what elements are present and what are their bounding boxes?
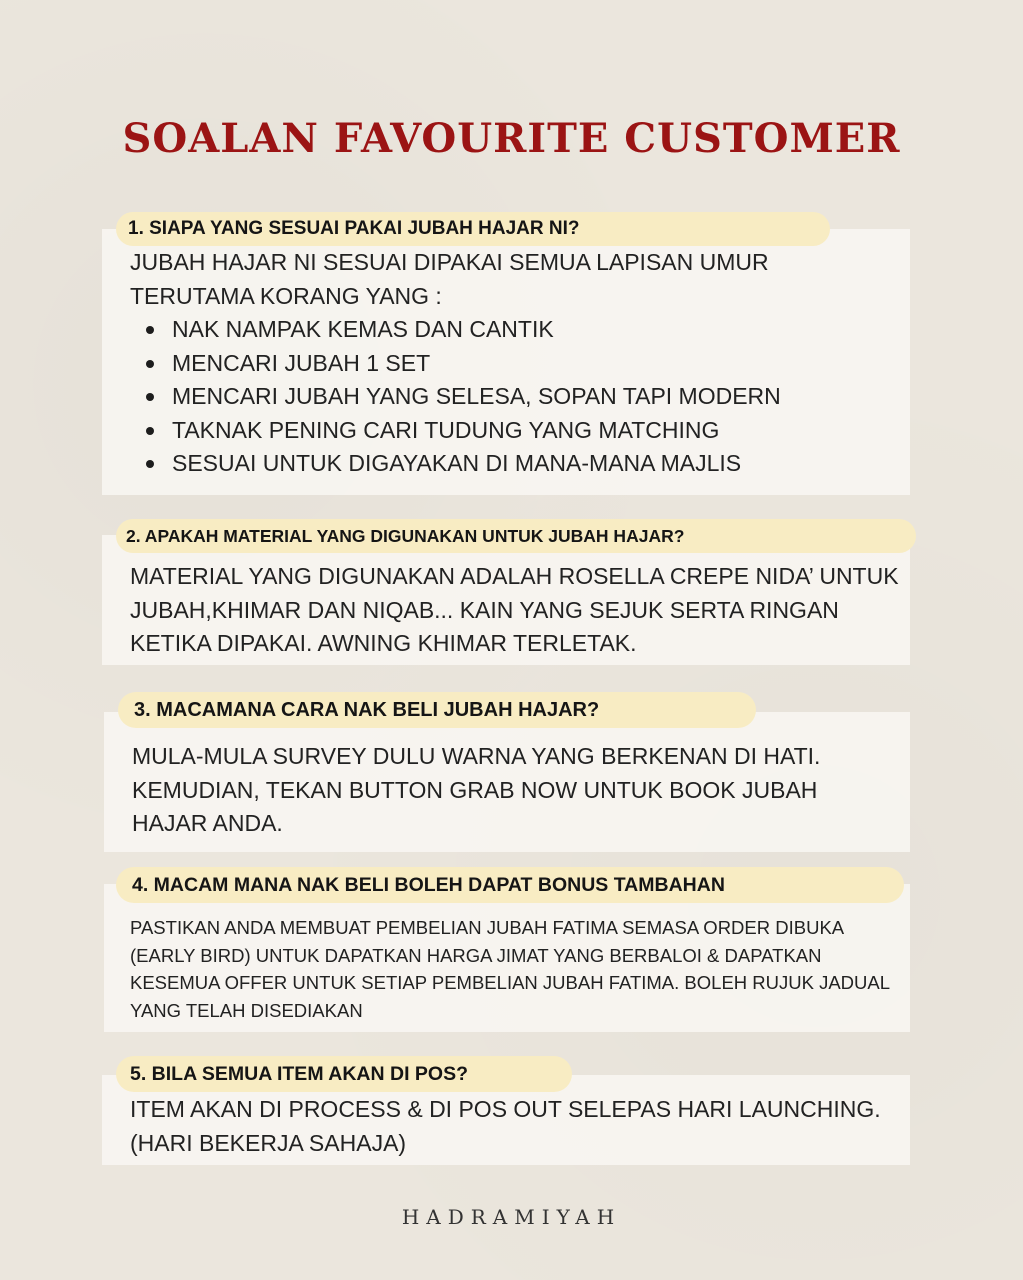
- page-title: SOALAN FAVOURITE CUSTOMER: [122, 115, 901, 162]
- answer-line: JUBAH HAJAR NI SESUAI DIPAKAI SEMUA LAPISAN UMUR: [130, 249, 769, 275]
- faq-question-1: 1. SIAPA YANG SESUAI PAKAI JUBAH HAJAR NI?: [116, 212, 830, 246]
- list-item: TAKNAK PENING CARI TUDUNG YANG MATCHING: [130, 414, 781, 448]
- answer-line: KETIKA DIPAKAI. AWNING KHIMAR TERLETAK.: [130, 630, 637, 656]
- faq-question-4: 4. MACAM MANA NAK BELI BOLEH DAPAT BONUS TAMBAHAN: [116, 867, 904, 903]
- faq-answer-1: [130, 246, 781, 481]
- faq-answer-3: [132, 740, 820, 841]
- brand-logo-text: HADRAMIYAH: [401, 1205, 622, 1229]
- faq-question-5: 5. BILA SEMUA ITEM AKAN DI POS?: [116, 1056, 572, 1092]
- answer-line: HAJAR ANDA.: [132, 810, 283, 836]
- answer-line: JUBAH,KHIMAR DAN NIQAB... KAIN YANG SEJUK SERTA RINGAN: [130, 596, 839, 623]
- answer-line: YANG TELAH DISEDIAKAN: [130, 999, 363, 1021]
- faq-answer-2: [130, 560, 899, 661]
- faq-question-2: 2. APAKAH MATERIAL YANG DIGUNAKAN UNTUK JUBAH HAJAR?: [116, 519, 916, 553]
- answer-line: MATERIAL YANG DIGUNAKAN ADALAH ROSELLA CREPE NIDA’ UNTUK: [130, 563, 899, 589]
- answer-line: (EARLY BIRD) UNTUK DAPATKAN HARGA JIMAT YANG BERBALOI & DAPATKAN: [130, 944, 822, 966]
- answer-line: MULA-MULA SURVEY DULU WARNA YANG BERKENAN DI HATI.: [132, 743, 821, 769]
- faq-answer-4: [130, 914, 890, 1024]
- answer-line: PASTIKAN ANDA MEMBUAT PEMBELIAN JUBAH FATIMA SEMASA ORDER DIBUKA: [130, 917, 845, 938]
- list-item: MENCARI JUBAH 1 SET: [130, 347, 781, 381]
- answer-line: (HARI BEKERJA SAHAJA): [130, 1129, 407, 1156]
- faq-question-3: 3. MACAMANA CARA NAK BELI JUBAH HAJAR?: [118, 692, 756, 728]
- list-item: MENCARI JUBAH YANG SELESA, SOPAN TAPI MODERN: [130, 380, 781, 414]
- answer-line: TERUTAMA KORANG YANG :: [130, 282, 442, 309]
- list-item: NAK NAMPAK KEMAS DAN CANTIK: [130, 313, 781, 347]
- faq-answer-5: [130, 1093, 881, 1160]
- answer-line: KEMUDIAN, TEKAN BUTTON GRAB NOW UNTUK BOOK JUBAH: [132, 776, 818, 803]
- answer-line: ITEM AKAN DI PROCESS & DI POS OUT SELEPAS HARI LAUNCHING.: [130, 1096, 881, 1122]
- answer-line: KESEMUA OFFER UNTUK SETIAP PEMBELIAN JUBAH FATIMA. BOLEH RUJUK JADUAL: [130, 972, 891, 993]
- bullet-list: [130, 313, 781, 481]
- list-item: SESUAI UNTUK DIGAYAKAN DI MANA-MANA MAJLIS: [130, 447, 781, 481]
